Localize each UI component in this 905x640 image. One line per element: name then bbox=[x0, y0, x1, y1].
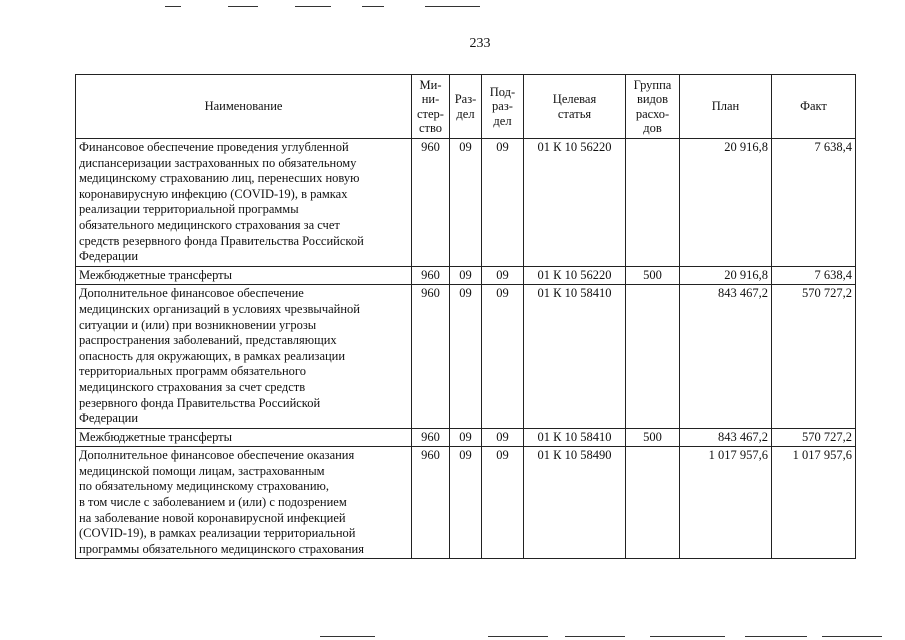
row-plan: 20 916,8 bbox=[680, 266, 772, 285]
header-name: Наименование bbox=[76, 75, 412, 139]
header-target-article: Целевая статья bbox=[524, 75, 626, 139]
scan-artifact-line bbox=[165, 6, 181, 7]
scan-artifact-line bbox=[565, 636, 625, 637]
scan-artifact-line bbox=[822, 636, 882, 637]
row-plan: 843 467,2 bbox=[680, 428, 772, 447]
row-fact: 7 638,4 bbox=[772, 266, 856, 285]
header-fact: Факт bbox=[772, 75, 856, 139]
row-section: 09 bbox=[450, 139, 482, 267]
row-subsection: 09 bbox=[482, 447, 524, 559]
row-expense-group: 500 bbox=[626, 428, 680, 447]
table-row bbox=[76, 285, 856, 428]
table-row bbox=[76, 139, 856, 267]
row-fact: 1 017 957,6 bbox=[772, 447, 856, 559]
scan-artifact-line bbox=[488, 636, 548, 637]
row-target-article: 01 К 10 56220 bbox=[524, 139, 626, 267]
row-target-article: 01 К 10 58410 bbox=[524, 428, 626, 447]
scan-artifact-line bbox=[650, 636, 725, 637]
row-fact: 570 727,2 bbox=[772, 428, 856, 447]
row-target-article: 01 К 10 56220 bbox=[524, 266, 626, 285]
row-fact: 7 638,4 bbox=[772, 139, 856, 267]
row-ministry: 960 bbox=[412, 139, 450, 267]
row-section: 09 bbox=[450, 447, 482, 559]
scan-artifact-line bbox=[745, 636, 807, 637]
scan-artifact-line bbox=[425, 6, 480, 7]
row-section: 09 bbox=[450, 266, 482, 285]
scan-artifact-line bbox=[295, 6, 331, 7]
row-subsection: 09 bbox=[482, 285, 524, 428]
row-expense-group bbox=[626, 447, 680, 559]
header-plan: План bbox=[680, 75, 772, 139]
header-ministry: Ми- ни- стер- ство bbox=[412, 75, 450, 139]
header-expense-group: Группа видов расхо- дов bbox=[626, 75, 680, 139]
scan-artifact-line bbox=[362, 6, 384, 7]
page-number: 233 bbox=[469, 36, 491, 51]
row-expense-group: 500 bbox=[626, 266, 680, 285]
row-name: Межбюджетные трансферты bbox=[76, 266, 412, 285]
table-row bbox=[76, 428, 856, 447]
scan-artifact-line bbox=[228, 6, 258, 7]
row-ministry: 960 bbox=[412, 428, 450, 447]
row-plan: 843 467,2 bbox=[680, 285, 772, 428]
header-subsection: Под- раз- дел bbox=[482, 75, 524, 139]
row-target-article: 01 К 10 58490 bbox=[524, 447, 626, 559]
row-expense-group bbox=[626, 285, 680, 428]
row-name: Межбюджетные трансферты bbox=[76, 428, 412, 447]
row-subsection: 09 bbox=[482, 428, 524, 447]
row-subsection: 09 bbox=[482, 266, 524, 285]
table-header-row bbox=[76, 75, 856, 139]
row-ministry: 960 bbox=[412, 285, 450, 428]
row-fact: 570 727,2 bbox=[772, 285, 856, 428]
row-expense-group bbox=[626, 139, 680, 267]
row-name: Финансовое обеспечение проведения углубленной диспансеризации застрахованных по обязательному медицинскому страхованию лиц, перенесших новую коронавирусную инфекцию (COVID-19), в рамках реализации территориальной программы обязательного медицинского страхования за счет средств резервного фонда Правительства Российской Федерации bbox=[76, 139, 412, 267]
row-ministry: 960 bbox=[412, 447, 450, 559]
table-row bbox=[76, 447, 856, 559]
row-subsection: 09 bbox=[482, 139, 524, 267]
row-name: Дополнительное финансовое обеспечение медицинских организаций в условиях чрезвычайной ситуации и (или) при возникновении угрозы распространения заболеваний, представляющих опасность для окружающих, в рамках реализации территориальных программ обязательного медицинского страхования за счет средств резервного фонда Правительства Российской Федерации bbox=[76, 285, 412, 428]
row-plan: 1 017 957,6 bbox=[680, 447, 772, 559]
row-name: Дополнительное финансовое обеспечение оказания медицинской помощи лицам, застрахованным по обязательному медицинскому страхованию, в том числе с заболеванием и (или) с подозрением на заболевание новой коронавирусной инфекцией (COVID-19), в рамках реализации территориальной программы обязательного медицинского страхования bbox=[76, 447, 412, 559]
scan-artifact-line bbox=[320, 636, 375, 637]
row-target-article: 01 К 10 58410 bbox=[524, 285, 626, 428]
row-section: 09 bbox=[450, 285, 482, 428]
row-ministry: 960 bbox=[412, 266, 450, 285]
header-section: Раз- дел bbox=[450, 75, 482, 139]
row-plan: 20 916,8 bbox=[680, 139, 772, 267]
row-section: 09 bbox=[450, 428, 482, 447]
budget-table bbox=[75, 74, 856, 559]
table-row bbox=[76, 266, 856, 285]
